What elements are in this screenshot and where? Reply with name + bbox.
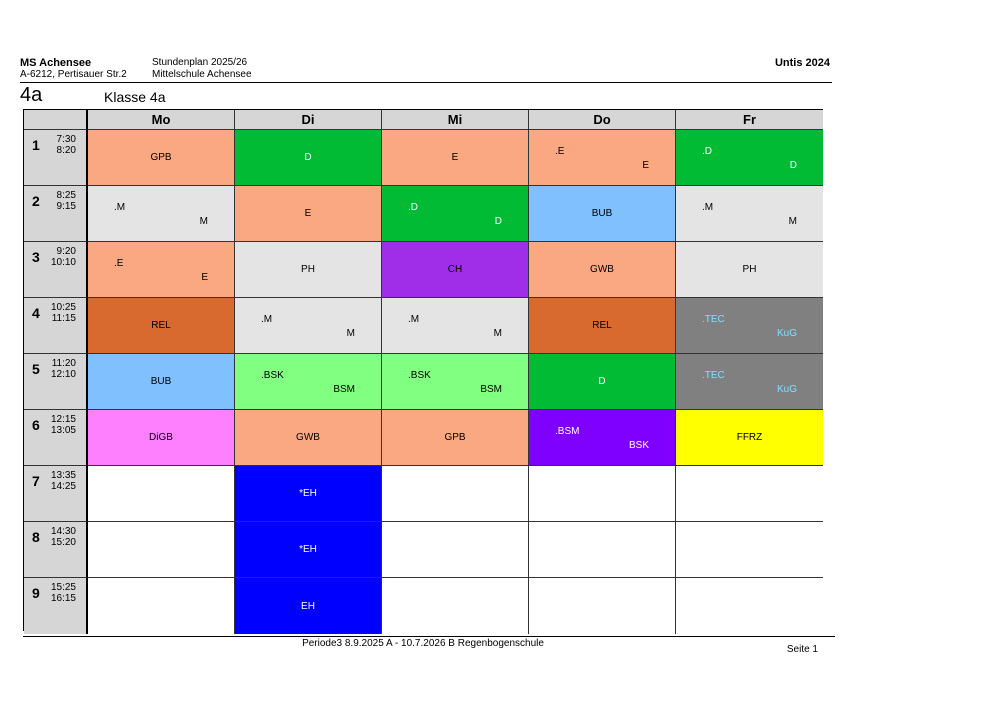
lesson-cell — [88, 522, 235, 578]
footer-divider — [23, 636, 835, 637]
lesson-cell — [382, 298, 529, 354]
lesson-group: BSK — [628, 440, 649, 451]
lesson-subject: FFRZ — [736, 432, 763, 443]
lesson-group: E — [642, 160, 649, 171]
lesson-cell — [88, 578, 235, 634]
period-number: 5 — [32, 361, 40, 377]
lesson-subject: .E — [555, 146, 565, 157]
lesson-subject: REL — [592, 320, 612, 331]
lesson-subject: D — [304, 152, 312, 163]
lesson-subject: CH — [447, 264, 463, 275]
period-start-time: 15:25 — [50, 582, 76, 593]
lesson-subject: .TEC — [702, 314, 725, 325]
lesson-subject: .TEC — [702, 370, 725, 381]
lesson-cell — [382, 466, 529, 522]
lesson-subject: *EH — [299, 544, 317, 555]
lesson-subject: D — [598, 376, 606, 387]
lesson-cell — [529, 354, 676, 410]
lesson-group: M — [493, 328, 502, 339]
lesson-cell — [382, 578, 529, 634]
period-start-time: 13:35 — [50, 470, 76, 481]
lesson-cell — [529, 410, 676, 466]
period-header — [24, 186, 88, 242]
lesson-subject: E — [304, 208, 312, 219]
lesson-cell — [529, 242, 676, 298]
school-full-name: Mittelschule Achensee — [152, 69, 252, 80]
lesson-subject: E — [451, 152, 459, 163]
footer-period-info: Periode3 8.9.2025 A - 10.7.2026 B Regenbogenschule — [302, 638, 544, 649]
plan-title: Stundenplan 2025/26 — [152, 57, 248, 68]
lesson-cell — [235, 522, 382, 578]
class-title: Klasse 4a — [104, 89, 166, 105]
lesson-cell — [529, 522, 676, 578]
period-number: 8 — [32, 529, 40, 545]
lesson-cell — [676, 354, 823, 410]
lesson-cell — [529, 578, 676, 634]
period-number: 4 — [32, 305, 40, 321]
period-end-time: 16:15 — [50, 593, 76, 604]
lesson-cell — [676, 578, 823, 634]
lesson-subject: .M — [702, 202, 714, 213]
lesson-subject: .M — [408, 314, 420, 325]
lesson-cell — [676, 410, 823, 466]
day-header: Do — [529, 110, 676, 130]
period-header — [24, 130, 88, 186]
software-version: Untis 2024 — [774, 57, 830, 69]
period-number: 3 — [32, 249, 40, 265]
lesson-cell — [676, 242, 823, 298]
lesson-cell — [676, 522, 823, 578]
timetable-grid — [23, 109, 823, 631]
lesson-subject: .M — [261, 314, 273, 325]
lesson-cell — [529, 130, 676, 186]
lesson-subject: .D — [408, 202, 418, 213]
lesson-subject: BUB — [150, 376, 172, 387]
lesson-subject: GWB — [590, 264, 614, 275]
period-start-time: 14:30 — [50, 526, 76, 537]
lesson-subject: GPB — [444, 432, 466, 443]
period-header — [24, 354, 88, 410]
day-header: Mi — [382, 110, 529, 130]
school-address: A-6212, Pertisauer Str.2 — [20, 69, 127, 80]
lesson-cell — [235, 298, 382, 354]
lesson-subject: PH — [742, 264, 757, 275]
lesson-cell — [382, 410, 529, 466]
period-header — [24, 578, 88, 634]
period-start-time: 12:15 — [50, 414, 76, 425]
lesson-cell — [676, 186, 823, 242]
lesson-cell — [235, 186, 382, 242]
lesson-cell — [676, 466, 823, 522]
period-start-time: 7:30 — [56, 134, 76, 145]
lesson-subject: .D — [702, 146, 712, 157]
lesson-subject: DiGB — [149, 432, 173, 443]
period-number: 2 — [32, 193, 40, 209]
lesson-subject: .M — [114, 202, 126, 213]
lesson-cell — [88, 186, 235, 242]
lesson-cell — [235, 578, 382, 634]
lesson-cell — [235, 354, 382, 410]
lesson-subject: .BSK — [261, 370, 284, 381]
lesson-group: BSM — [480, 384, 502, 395]
lesson-group: M — [788, 216, 797, 227]
period-end-time: 9:15 — [56, 201, 76, 212]
period-header — [24, 298, 88, 354]
lesson-group: E — [201, 272, 208, 283]
period-end-time: 14:25 — [50, 481, 76, 492]
lesson-group: BSM — [333, 384, 355, 395]
period-start-time: 9:20 — [56, 246, 76, 257]
lesson-group: KuG — [776, 328, 797, 339]
lesson-cell — [88, 466, 235, 522]
lesson-cell — [235, 130, 382, 186]
lesson-cell — [382, 242, 529, 298]
day-header: Mo — [88, 110, 235, 130]
lesson-group: M — [346, 328, 355, 339]
lesson-subject: GWB — [296, 432, 320, 443]
period-header — [24, 410, 88, 466]
period-end-time: 13:05 — [50, 425, 76, 436]
day-header: Fr — [676, 110, 823, 130]
lesson-cell — [88, 130, 235, 186]
period-end-time: 12:10 — [50, 369, 76, 380]
lesson-subject: .BSM — [555, 426, 580, 437]
period-end-time: 15:20 — [50, 537, 76, 548]
lesson-subject: .E — [114, 258, 124, 269]
lesson-cell — [382, 354, 529, 410]
lesson-cell — [529, 466, 676, 522]
lesson-subject: .BSK — [408, 370, 431, 381]
lesson-cell — [676, 130, 823, 186]
lesson-cell — [88, 298, 235, 354]
lesson-cell — [676, 298, 823, 354]
period-number: 7 — [32, 473, 40, 489]
period-number: 9 — [32, 585, 40, 601]
lesson-subject: *EH — [299, 488, 317, 499]
lesson-subject: EH — [301, 600, 315, 612]
period-number: 1 — [32, 137, 40, 153]
lesson-group: M — [199, 216, 208, 227]
lesson-group: KuG — [776, 384, 797, 395]
lesson-cell — [88, 354, 235, 410]
grid-corner — [24, 110, 88, 130]
class-code: 4a — [20, 84, 43, 106]
lesson-subject: PH — [301, 264, 315, 275]
period-end-time: 10:10 — [50, 257, 76, 268]
header-divider — [20, 82, 832, 83]
period-number: 6 — [32, 417, 40, 433]
period-end-time: 8:20 — [56, 145, 76, 156]
period-header — [24, 522, 88, 578]
lesson-group: D — [494, 216, 502, 227]
lesson-subject: GPB — [150, 152, 172, 163]
lesson-cell — [529, 298, 676, 354]
period-start-time: 8:25 — [56, 190, 76, 201]
lesson-cell — [88, 242, 235, 298]
period-header — [24, 466, 88, 522]
period-start-time: 11:20 — [51, 358, 76, 369]
lesson-cell — [235, 466, 382, 522]
lesson-cell — [382, 522, 529, 578]
lesson-cell — [529, 186, 676, 242]
period-header — [24, 242, 88, 298]
lesson-subject: REL — [151, 320, 171, 331]
lesson-cell — [235, 242, 382, 298]
lesson-cell — [382, 186, 529, 242]
period-start-time: 10:25 — [50, 302, 76, 313]
lesson-cell — [88, 410, 235, 466]
school-name: MS Achensee — [20, 57, 92, 69]
lesson-group: D — [789, 160, 797, 171]
day-header: Di — [235, 110, 382, 130]
lesson-subject: BUB — [591, 208, 613, 219]
period-end-time: 11:15 — [51, 313, 76, 324]
lesson-cell — [382, 130, 529, 186]
page-number: Seite 1 — [786, 644, 818, 655]
lesson-cell — [235, 410, 382, 466]
